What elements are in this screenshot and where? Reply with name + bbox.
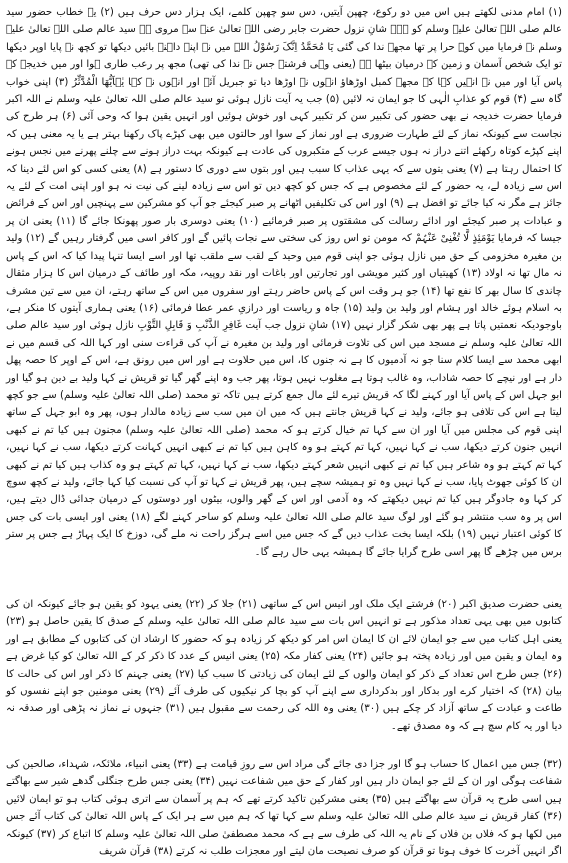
document-page [4, 4, 564, 859]
paragraph-divider [4, 753, 564, 754]
footnotes-block-2 [4, 596, 564, 752]
footnote-paragraph: یعنی حضرت صدیق اکبر (۲۰) فرشتے ایک ملک اور انیس اس کے ساتھی (۲۱) جلا کر (۲۲) یعنی یہود کو یقین ہو جائے کیونکہ ان کی کتابوں میں بھی یہی تعداد مذکور ہے تو انہیں اس بات سے سید عالم صلی اللہ تعالیٰ علیہ وسلم کے صدق کا یقین حاصل ہو (۲۳) یعنی اہل کتاب میں سے جو ایمان لائے ان کا ایمان اس امر کو دیکھ کر زیادہ ہو کہ حضور کا ارشاد ان کی کتابوں کے مطابق ہے اور وہ ایمان و یقین میں اور زیادہ پختہ ہو جائیں (۲۴) یعنی کفار مکہ (۲۵) یعنی انیس کے عدد کا ذکر کر کے اللہ تعالیٰ کو کیا غرض ہے (۲۶) جس طرح اس تعداد کے ذکر کو ایمان والوں کے لئے ایمان کی زیادتی کا سبب کیا (۲۷) یعنی جہنم کا ذکر اور اس کی حالت کا بیان (۲۸) کہ اختیار کرے اور بدکار اور بدکرداری سے اپنے آپ کو بچا کر نیکیوں کی طرف آئے (۲۹) یعنی مومنین جو اپنے نفسوں کو طاعت و عبادت کے ساتھ آزاد کر چکے ہیں (۳۰) یعنی وہ اللہ کی رحمت سے مقبول ہیں (۳۱) جنہوں نے نماز نہ پڑھی اور صدقہ نہ دیا اور یہ کام سچ ہے کہ وہ مصدق تھے۔ [6, 599, 563, 732]
paragraph-divider [4, 593, 564, 594]
footnote-paragraph: (۱) امام مدنی لکھتے ہیں اس میں دو رکوع، چھپن آیتیں، دس سو چھپن کلمے، ایک ہزار دس حرف ہیں (۲) یہ خطاب حضور سید عالم صلی اللہ تعالیٰ علیہ وسلم کو ہے۔ شانِ نزول حضرت جابر رضی اللہ تعالیٰ عنہ سے مروی ہے سید عالم صلی اللہ تعالیٰ علیہ وسلم نے فرمایا میں کوہِ حرا پر تھا مجھے ندا کی گئی یَا مُحَمَّدُ اِنَّکَ رَسُوْلُ اللہِ میں نے اپنے داہنے بائیں دیکھا تو کچھ نہ پایا اوپر دیکھا تو ایک شخص آسمان و زمین کے درمیان بیٹھا ہے (یعنی وہی فرشتہ جس نے ندا کی تھی) مجھ پر رعب طاری ہوا اور میں خدیجہ کے پاس آیا اور میں نے انہیں کہا کہ مجھے کمبل اوڑھاؤ انہوں نے اوڑھا دیا تو جبریل آئے اور انہوں نے کہا یٰۤاَیُّهَا الْمُدَّثِّرُ (۳) اپنی خواب گاہ سے (۴) قوم کو عذابِ الٰہی کا جو ایمان نہ لائیں (۵) جب یہ آیت نازل ہوئی تو سید عالم صلی اللہ تعالیٰ علیہ وسلم نے اللہ اکبر فرمایا حضرت خدیجہ نے بھی حضور کی تکبیر سن کر تکبیر کہی اور خوش ہوئیں اور انہیں یقین ہوا کہ وحی آئی (۶) ہر طرح کی نجاست سے کیونکہ نماز کے لئے طہارت ضروری ہے اور نماز کے سوا اور حالتوں میں بھی کپڑے پاک رکھنا بہتر ہے یا یہ معنی ہیں کہ اپنے کپڑے کوتاہ رکھئے اتنے دراز نہ ہوں جیسے عرب کے متکبروں کی عادت ہے کیونکہ بہت دراز ہونے سے چلنے پھرنے میں نجس ہونے کا احتمال رہتا ہے (۷) یعنی بتوں سے کہ یہی عذاب کا سبب ہیں اور بتوں سے دوری کا دستور ہے (۸) یعنی کسی کو اس لئے دینا کہ اس سے زیادہ لے، یہ حضور کے لئے مخصوص ہے کہ جس کو کچھ دیں تو اس سے زیادہ لینے کی نیت نہ ہو اور اپنی امت کے لئے یہ جائز ہے مگر نہ کیا جائے تو افضل ہے (۹) اور اس کی تکلیفیں اٹھانے پر صبر کیجئے جو آپ کو مشرکین سے پہنچیں اور اس کے فرائض و عبادات پر صبر کیجئے اور ادائے رسالت کی مشقتوں پر صبر فرمائیے (۱۰) یعنی دوسری بار صور پھونکا جائے گا (۱۱) یعنی ان پر جیسا کہ فرمایا یَوْمَئِذٍ لَّا تُغْنِیْ عَنْہُمْ کہ مومن تو اس روز کی سختی سے نجات پائیں گے اور کافر اسی میں گرفتار رہیں گے (۱۲) ولید بن مغیرہ مخزومی کے حق میں نازل ہوئی جو اپنی قوم میں وحید کے لقب سے ملقب تھا اور اسے ایسا تنہا پیدا کیا کہ اس کے پاس نہ مال تھا نہ اولاد (۱۳) کھیتیاں اور کثیر مویشی اور تجارتیں اور باغات اور نقد روپیہ، مکہ اور طائف کے درمیان اس کا ہزار مثقال چاندی کا سال بھر کا نفع تھا (۱۴) جو ہر وقت اس کے پاس حاضر رہتے اور سفروں میں اس کے ساتھ رہتے، ان میں سے تین مشرف بہ اسلام ہوئے خالد اور ہشام اور ولید بن ولید (۱۵) جاہ و ریاست اور درازیِ عمر عطا فرمائی (۱۶) یعنی ہماری آیتوں کا منکر ہے، باوجودیکہ نعمتیں پاتا ہے پھر بھی شکر گزار نہیں (۱۷) شانِ نزول جب آیت غَافِرِ الذَّنْبِ وَ قَابِلِ التَّوْبِ نازل ہوئی اور سید عالم صلی اللہ تعالیٰ علیہ وسلم نے مسجد میں اس کی تلاوت فرمائی اور ولید بن مغیرہ نے آپ کی قراءت سنی اور کہا اللہ کی قسم میں نے ابھی محمد سے ایسا کلام سنا جو نہ آدمیوں کا ہے نہ جنوں کا، اس میں حلاوت ہے اور اس میں رونق ہے، اس کے اوپر کا حصہ پھل دار ہے اور نیچے کا حصہ شاداب، وہ غالب ہوتا ہے مغلوب نہیں ہوتا، پھر جب وہ اپنے گھر گیا تو قریش نے کہا ولید بے دین ہو گیا اور ابو جہل اس کے پاس آیا اور کہنے لگا کہ قریش تیرے لئے مال جمع کرتے ہیں تاکہ تو محمد (صلی اللہ تعالیٰ علیہ وسلم) سے جو کچھ لیتا ہے اس کی تلافی ہو جائے، ولید نے کہا قریش جانتے ہیں کہ میں ان میں سب سے زیادہ مالدار ہوں، پھر وہ ابو جہل کے ساتھ اپنی قوم کی مجلس میں آیا اور ان سے کہا تم خیال کرتے ہو کہ محمد (صلی اللہ تعالیٰ علیہ وسلم) مجنون ہیں کیا تم نے کبھی انہیں جنون کرتے دیکھا، سب نے کہا نہیں، کہا تم کہتے ہو وہ کاہن ہیں کیا تم نے کبھی انہیں کہانت کرتے دیکھا، سب نے کہا نہیں، کہا تم کہتے ہو وہ شاعر ہیں کیا تم نے کبھی انہیں شعر کہتے دیکھا، سب نے کہا نہیں، کہا تم کہتے ہو وہ کذاب ہیں کیا تم نے کبھی ان کا کوئی جھوٹ پایا، سب نے کہا نہیں وہ تو ہمیشہ سچے ہیں، پھر قریش نے کہا تو آپ کی نسبت کیا کہا جائے، ولید نے کچھ سوچ کر کہا وہ جادوگر ہیں کیا تم نہیں دیکھتے کہ وہ آدمی اور اس کے گھر والوں، بیٹوں اور دوستوں کے درمیان جدائی ڈال دیتے ہیں، اس پر وہ سب منتشر ہو گئے اور لوگ سید عالم صلی اللہ تعالیٰ علیہ وسلم کو ساحر کہنے لگے (۱۸) یعنی اور ایسی بات کی جس کا کوئی اعتبار نہیں (۱۹) بلکہ ایسا بخت عذاب دیں گے کہ جس میں اسے ہرگز راحت نہ ملے گی، دوزخ کا ایک پہاڑ ہے جس پر ستر برس میں چڑھے گا پھر اسی طرح گرایا جائے گا ہمیشہ یہی حال رہے گا۔ [6, 7, 563, 558]
footnotes-block-1 [4, 4, 564, 592]
footnotes-block-3 [4, 756, 564, 859]
footnote-paragraph: (۳۲) جس میں اعمال کا حساب ہو گا اور جزا دی جائے گی مراد اس سے روزِ قیامت ہے (۳۳) یعنی انبیاء، ملائکہ، شہداء، صالحین کی شفاعت ہوگی اور ان کے لئے جو ایمان دار ہیں اور کفار کے حق میں شفاعت نہیں (۳۴) یعنی جس طرح جنگلی گدھے شیر سے بھاگتے ہیں اسی طرح یہ قرآن سے بھاگتے ہیں (۳۵) یعنی مشرکین تاکید کرتے تھے کہ ہم پر آسمان سے اتری ہوئی کتاب ہو تو ایمان لائیں (۳۶) کفار قریش نے سید عالم صلی اللہ تعالیٰ علیہ وسلم سے کہا تھا کہ ہم میں سے ہر ایک کے پاس اللہ تعالیٰ کی کتاب آئے جس میں لکھا ہو کہ فلاں بن فلاں کے نام یہ اللہ کی طرف سے ہے کہ محمد مصطفیٰ صلی اللہ تعالیٰ علیہ وسلم کا اتباع کر (۳۷) کیونکہ اگر انہیں آخرت کا خوف ہوتا تو قرآن کو صرف نصیحت مان لیتے اور معجزات طلب نہ کرتے (۳۸) قرآن شریف [6, 759, 562, 858]
